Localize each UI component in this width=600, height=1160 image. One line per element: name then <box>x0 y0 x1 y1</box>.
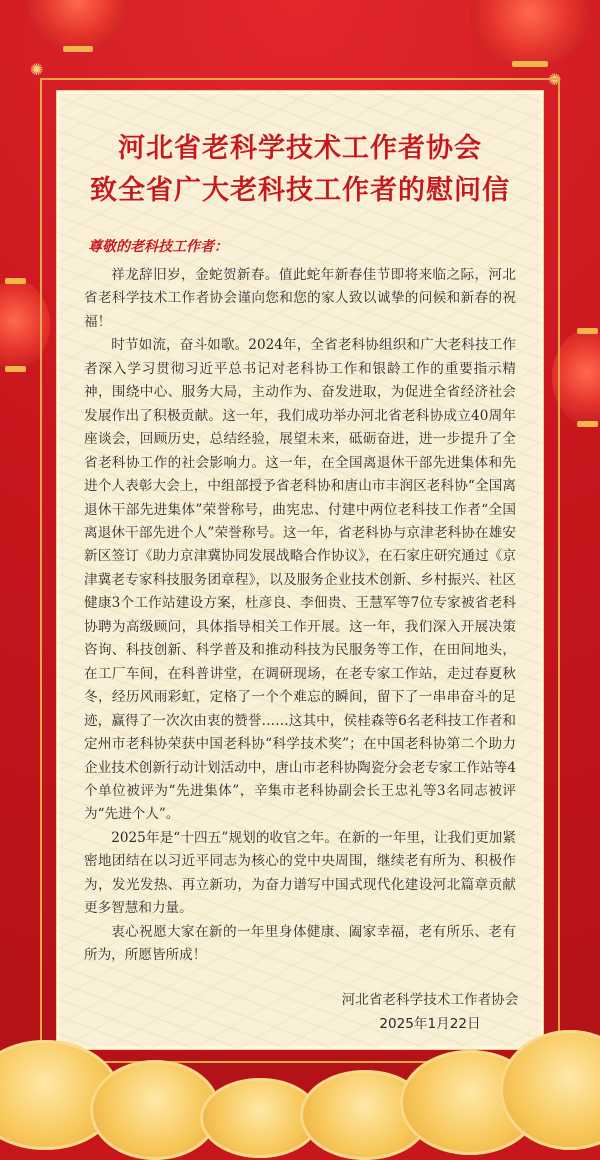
signature: 河北省老科学技术工作者协会 <box>341 992 519 1008</box>
letter-body <box>84 264 516 968</box>
letter-title-line1: 河北省老科学技术工作者协会 <box>118 133 482 164</box>
firework-right-icon: ✺ <box>548 70 562 89</box>
paragraph: 时节如流，奋斗如歌。2024年，全省老科协组织和广大老科技工作者深入学习贯彻习近平总书记对老科协工作和银龄工作的重要指示精神，围绕中心、服务大局，主动作为、奋发进取，为促进全省经济社会发展作出了积极贡献。这一年，我们成功举办河北省老科协成立40周年座谈会，回顾历史，总结经验，展望未来，砥砺奋进，进一步提升了全省老科协工作的社会影响力。这一年，在全国离退休干部先进集体和先进个人表彰大会上，中组部授予省老科协和唐山市丰润区老科协“全国离退休干部先进集体”荣誉称号，曲宪忠、付建中两位老科技工作者“全国离退休干部先进个人”荣誉称号。这一年，省老科协与京津老科协在雄安新区签订《助力京津冀协同发展战略合作协议》，在石家庄研究通过《京津冀老专家科技服务团章程》，以及服务企业技术创新、乡村振兴、社区健康3个工作站建设方案，杜彦良、李佃贵、王慧军等7位专家被省老科协聘为高级顾问，具体指导相关工作开展。这一年，我们深入开展决策咨询、科技创新、科学普及和推动科技为民服务等工作，在田间地头，在工厂车间，在科普讲堂，在调研现场，在老专家工作站，走过春夏秋冬，经历风雨彩虹，定格了一个个难忘的瞬间，留下了一串串奋斗的足迹，赢得了一次次由衷的赞誉……这其中，侯桂森等6名老科技工作者和定州市老科协荣获中国老科协“科学技术奖”；在中国老科协第二个助力企业技术创新行动计划活动中，唐山市老科协陶瓷分会老专家工作站等4个单位被评为“先进集体”，辛集市老科协副会长王忠礼等3名同志被评为“先进个人”。 <box>84 337 516 823</box>
paragraph: 衷心祝愿大家在新的一年里身体健康、阖家幸福，老有所乐、老有所为，所愿皆所成！ <box>84 923 516 964</box>
salutation: 尊敬的老科技工作者： <box>88 239 228 255</box>
paragraph: 祥龙辞旧岁，金蛇贺新春。值此蛇年新春佳节即将来临之际，河北省老科学技术工作者协会谨向您和您的家人致以诚挚的问候和新春的祝福！ <box>84 267 516 330</box>
paragraph: 2025年是“十四五”规划的收官之年。在新的一年里，让我们更加紧密地团结在以习近平同志为核心的党中央周围，继续老有所为、积极作为，发光发热、再立新功，为奋力谱写中国式现代化建设河北篇章贡献更多智慧和力量。 <box>84 829 516 917</box>
firework-left-icon: ✺ <box>30 60 44 79</box>
letter-title-line2: 致全省广大老科技工作者的慰问信 <box>90 175 510 206</box>
letter-date: 2025年1月22日 <box>379 1016 481 1032</box>
